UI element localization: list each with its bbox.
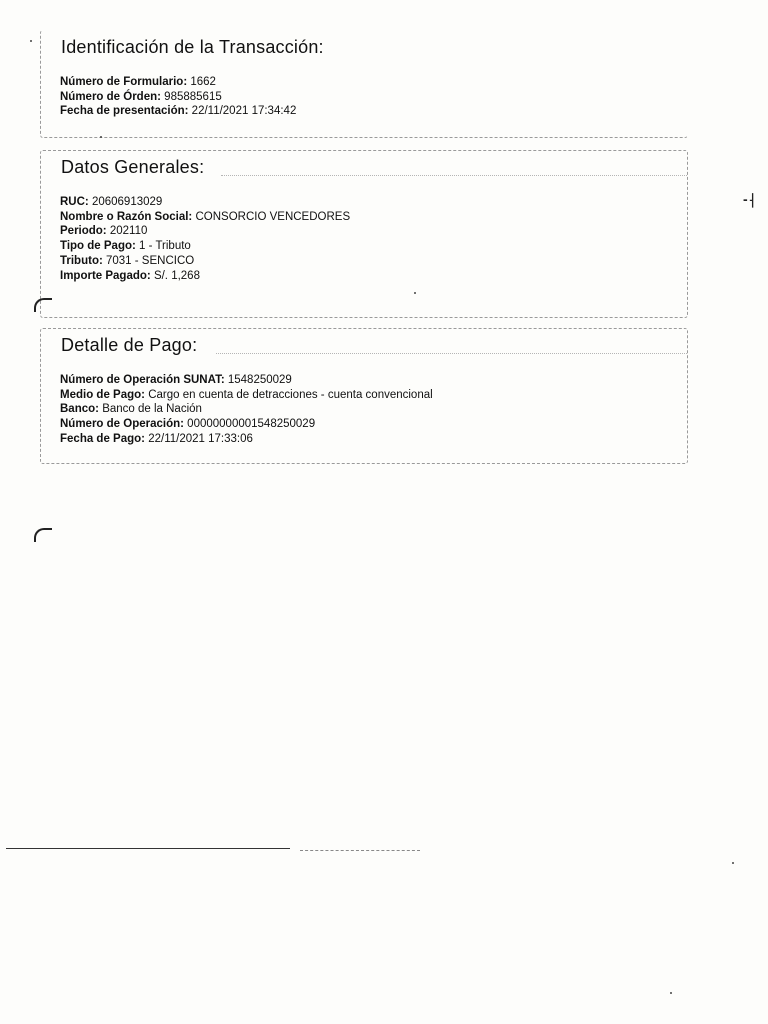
payment-fields — [60, 373, 433, 447]
scan-speck — [414, 292, 416, 294]
field-value: 1 - Tributo — [139, 240, 191, 253]
field-value: Banco de la Nación — [102, 403, 202, 416]
payment-type-field — [60, 239, 350, 254]
field-label: Número de Formulario: — [60, 76, 188, 88]
field-value: 1662 — [190, 76, 216, 88]
submission-date-field — [60, 104, 296, 119]
bank-field — [60, 402, 433, 417]
title-divider — [221, 175, 687, 176]
field-label: Banco: — [60, 403, 99, 416]
field-value: CONSORCIO VENCEDORES — [195, 210, 351, 223]
transaction-section-title: Identificación de la Transacción: — [61, 37, 328, 58]
payment-method-field — [60, 388, 433, 403]
field-label: Número de Operación: — [60, 418, 184, 431]
tax-field — [60, 254, 350, 269]
general-data-section — [40, 150, 688, 318]
transaction-section — [40, 30, 688, 138]
amount-paid-field — [60, 269, 350, 284]
punch-hole-mark — [34, 298, 52, 312]
scan-speck — [670, 992, 672, 994]
form-number-field — [60, 75, 296, 90]
field-label: Número de Órden: — [60, 90, 161, 103]
field-value: 985885615 — [164, 90, 222, 103]
field-label: Tipo de Pago: — [60, 240, 136, 253]
scan-line — [300, 850, 420, 851]
punch-hole-mark — [34, 528, 52, 542]
field-value: S/. 1,268 — [153, 269, 200, 282]
field-label: Fecha de presentación: — [60, 105, 189, 118]
field-label: Nombre o Razón Social: — [60, 210, 193, 223]
general-fields — [60, 195, 350, 283]
field-value: 202110 — [109, 225, 148, 238]
transaction-fields — [60, 75, 296, 119]
field-label: RUC: — [60, 196, 89, 208]
period-field — [60, 224, 350, 239]
operation-number-field — [60, 417, 433, 432]
sunat-operation-number-field — [60, 373, 433, 388]
payment-detail-section — [40, 328, 688, 464]
order-number-field — [60, 90, 296, 105]
payment-date-field — [60, 432, 433, 447]
field-label: Importe Pagado: — [60, 269, 151, 282]
field-value: 20606913029 — [91, 196, 163, 208]
scan-speck — [100, 136, 102, 138]
field-value: 7031 - SENCICO — [106, 254, 195, 267]
field-label: Periodo: — [60, 225, 107, 238]
field-value: 00000000001548250029 — [187, 418, 316, 431]
title-divider — [216, 353, 687, 354]
field-value: 1548250029 — [227, 374, 292, 386]
scan-speck — [30, 40, 32, 42]
field-value: 22/11/2021 17:34:42 — [191, 105, 297, 118]
field-label: Medio de Pago: — [60, 388, 145, 401]
field-value: Cargo en cuenta de detracciones - cuenta convencional — [148, 388, 433, 401]
scan-speck — [732, 862, 734, 864]
scan-line — [6, 848, 290, 849]
field-label: Fecha de Pago: — [60, 432, 145, 445]
payment-detail-section-title: Detalle de Pago: — [61, 335, 201, 356]
field-label: Número de Operación SUNAT: — [60, 374, 225, 386]
field-label: Tributo: — [60, 254, 103, 267]
field-value: 22/11/2021 17:33:06 — [148, 432, 253, 445]
scan-edge-mark: -⸡ — [743, 191, 756, 207]
ruc-field — [60, 195, 350, 210]
business-name-field — [60, 210, 350, 225]
general-data-section-title: Datos Generales: — [61, 157, 208, 178]
